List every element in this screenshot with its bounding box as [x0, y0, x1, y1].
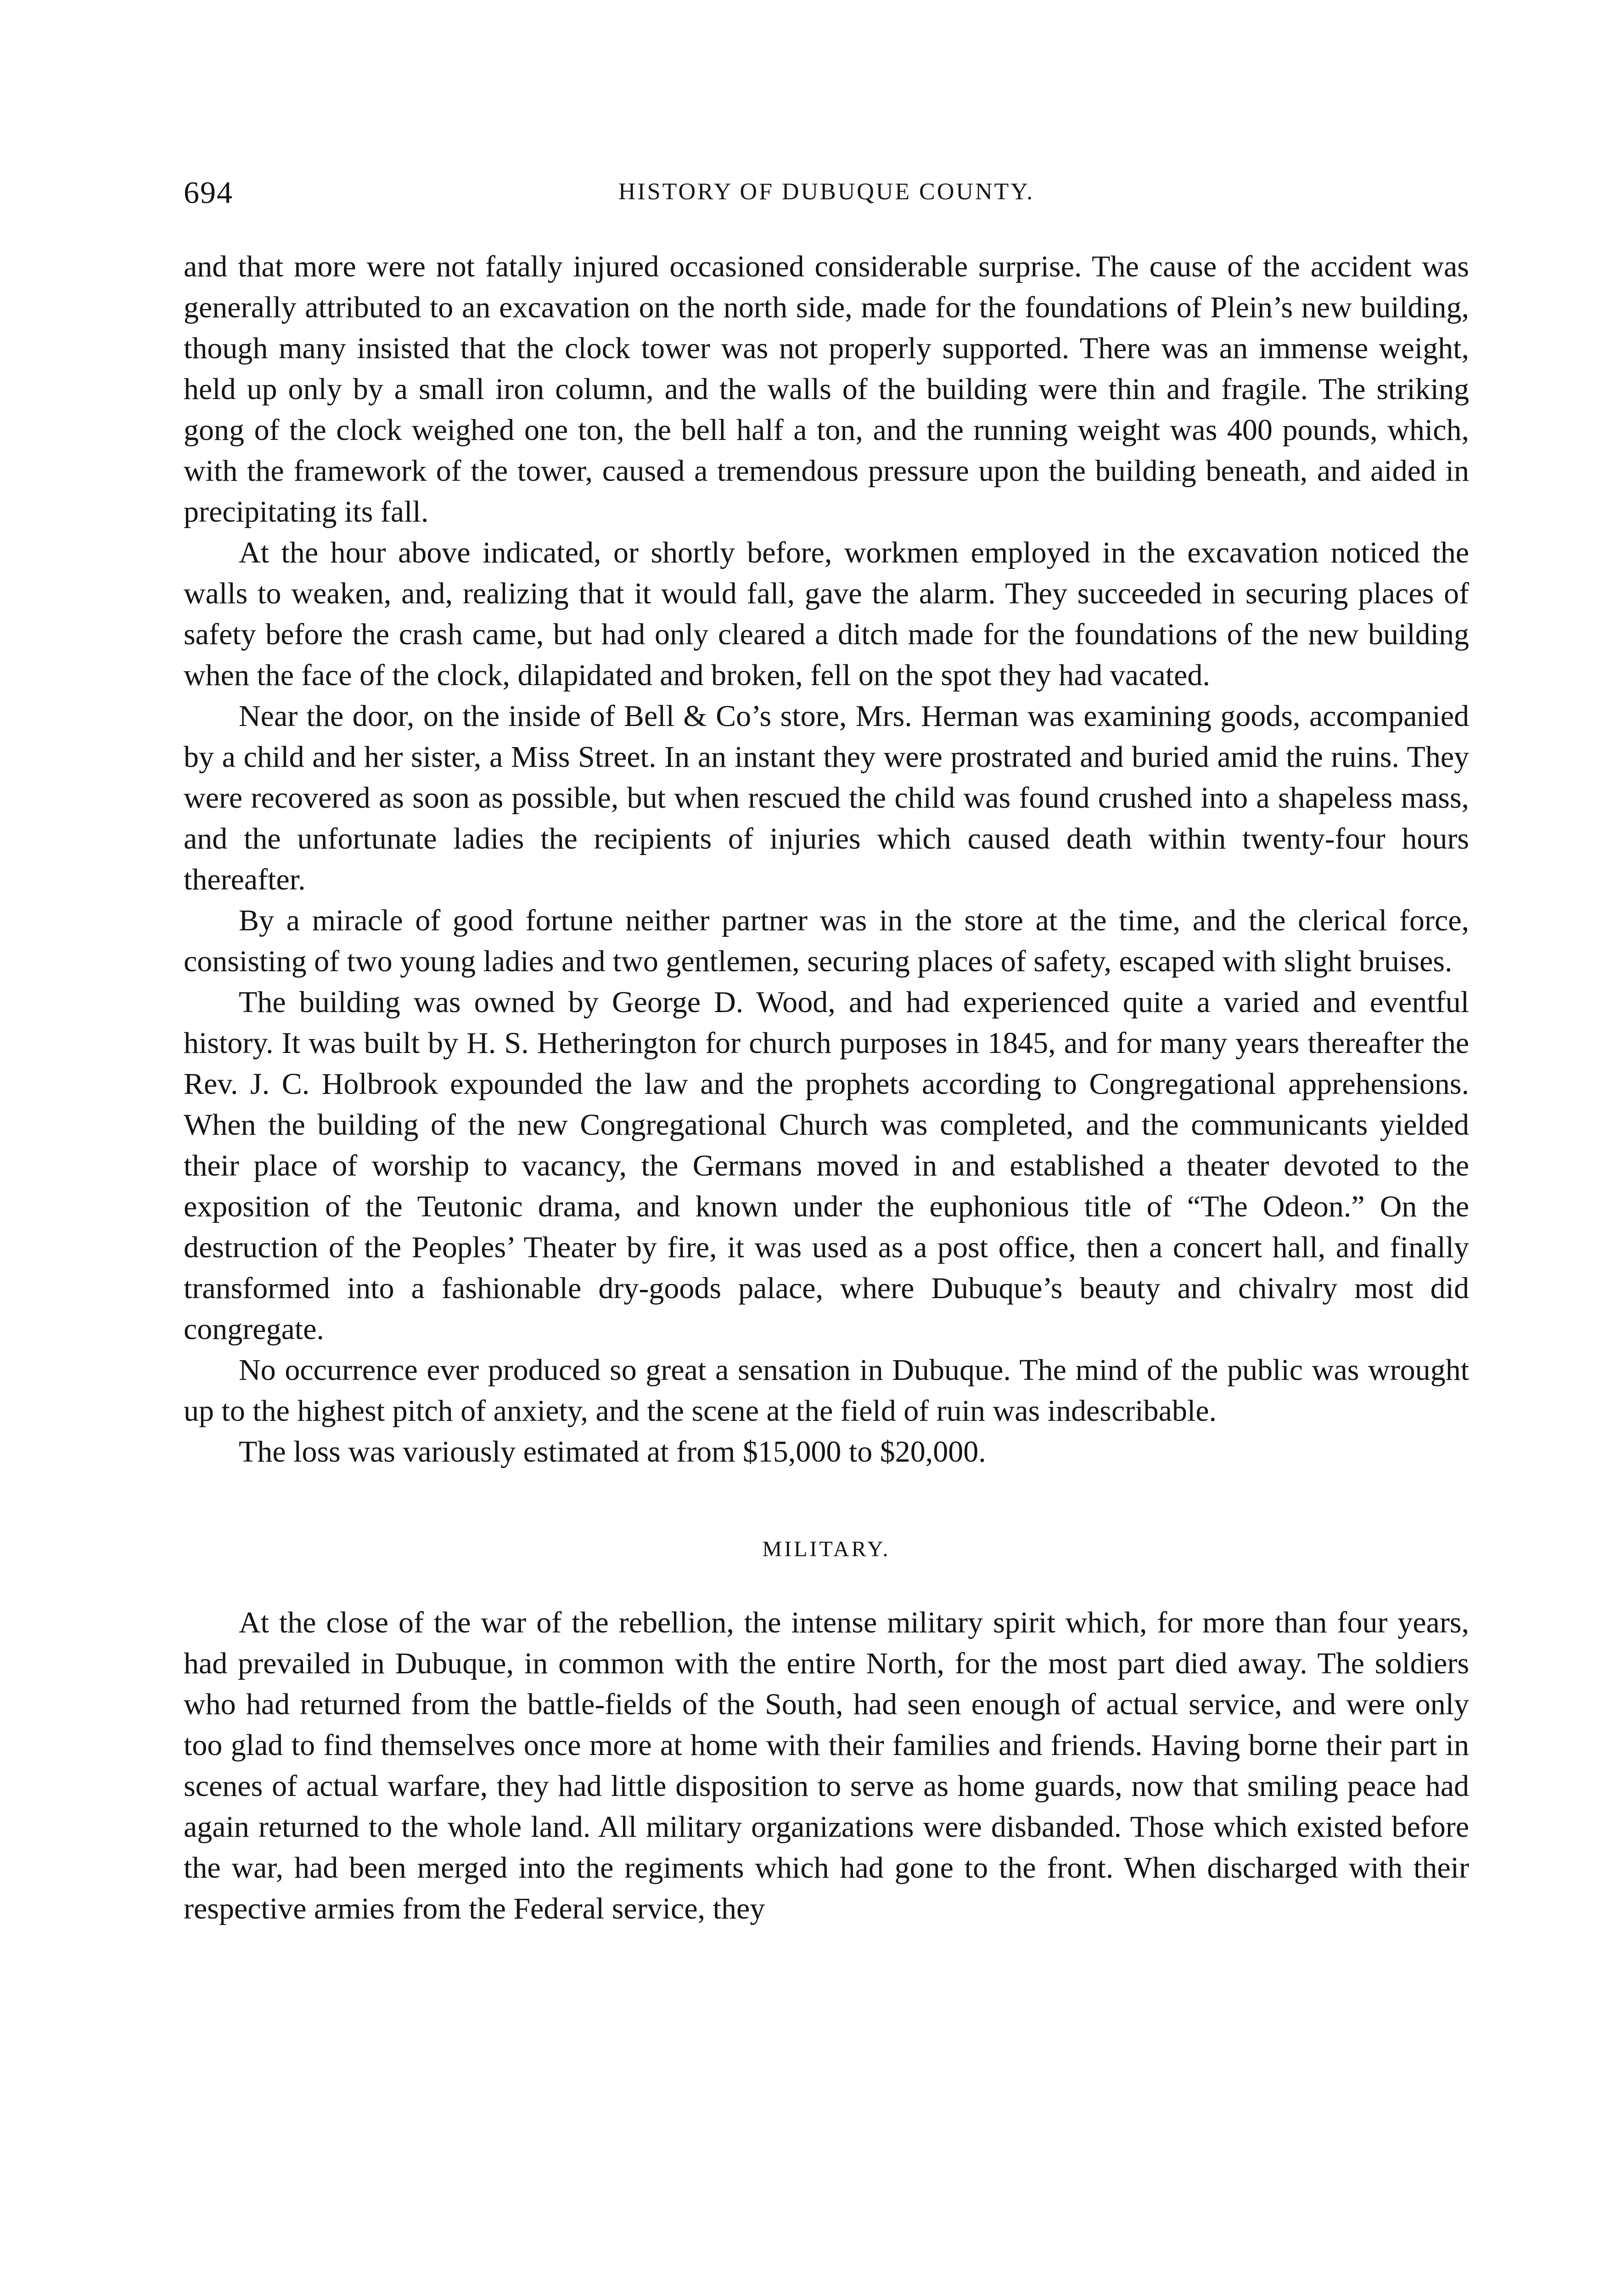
paragraph: At the hour above indicated, or shortly before, workmen employed in the excavation noticed the walls to weaken, and, realizing that it would fall, gave the alarm. They succeeded in securing places of safety before the crash came, but had only cleared a ditch made for the foundations of the new building when the face of the clock, dilapidated and broken, fell on the spot they had vacated.: [184, 536, 1469, 692]
running-title: HISTORY OF DUBUQUE COUNTY.: [618, 179, 1035, 205]
page-number: 694: [184, 175, 233, 210]
paragraph: By a miracle of good fortune neither partner was in the store at the time, and the clerical force, consisting of two young ladies and two gentlemen, securing places of safety, escaped with slight bruises.: [184, 904, 1469, 978]
running-head: [184, 174, 1469, 216]
book-page: [184, 174, 1469, 1929]
section-heading: MILITARY.: [762, 1537, 891, 1561]
paragraph: The loss was variously estimated at from $15,000 to $20,000.: [239, 1435, 986, 1469]
paragraph: At the close of the war of the rebellion, the intense military spirit which, for more than four years, had prevailed in Dubuque, in common with the entire North, for the most part died away. The soldiers who had returned from the battle-fields of the South, had seen enough of actual service, and were only too glad to find themselves once more at home with their families and friends. Having borne their part in scenes of actual warfare, they had little disposition to serve as home guards, now that smiling peace had again returned to the whole land. All military organizations were disbanded. Those which existed before the war, had been merged into the regiments which had gone to the front. When discharged with their respective armies from the Federal service, they: [184, 1606, 1469, 1925]
paragraph-continued: and that more were not fatally injured occasioned considerable surprise. The cause of the accident was generally attributed to an excavation on the north side, made for the foundations of Plein’s new building, though many insisted that the clock tower was not properly supported. There was an immense weight, held up only by a small iron column, and the walls of the building were thin and fragile. The striking gong of the clock weighed one ton, the bell half a ton, and the running weight was 400 pounds, which, with the framework of the tower, caused a tremendous pressure upon the building beneath, and aided in precipitating its fall.: [184, 250, 1469, 529]
paragraph: Near the door, on the inside of Bell & Co’s store, Mrs. Herman was examining goods, accompanied by a child and her sister, a Miss Street. In an instant they were prostrated and buried amid the ruins. They were recovered as soon as possible, but when rescued the child was found crushed into a shapeless mass, and the unfortunate ladies the recipients of injuries which caused death within twenty-four hours thereafter.: [184, 699, 1469, 896]
paragraph: The building was owned by George D. Wood, and had experienced quite a varied and eventful history. It was built by H. S. Hetherington for church purposes in 1845, and for many years thereafter the Rev. J. C. Holbrook expounded the law and the prophets according to Congregational apprehensions. When the building of the new Congregational Church was completed, and the communicants yielded their place of worship to vacancy, the Germans moved in and established a theater devoted to the exposition of the Teutonic drama, and known under the euphonious title of “The Odeon.” On the destruction of the Peoples’ Theater by fire, it was used as a post office, then a concert hall, and finally transformed into a fashionable dry-goods palace, where Dubuque’s beauty and chivalry most did congregate.: [184, 985, 1469, 1346]
paragraph: No occurrence ever produced so great a sensation in Dubuque. The mind of the public was wrought up to the highest pitch of anxiety, and the scene at the field of ruin was indescribable.: [184, 1353, 1469, 1428]
